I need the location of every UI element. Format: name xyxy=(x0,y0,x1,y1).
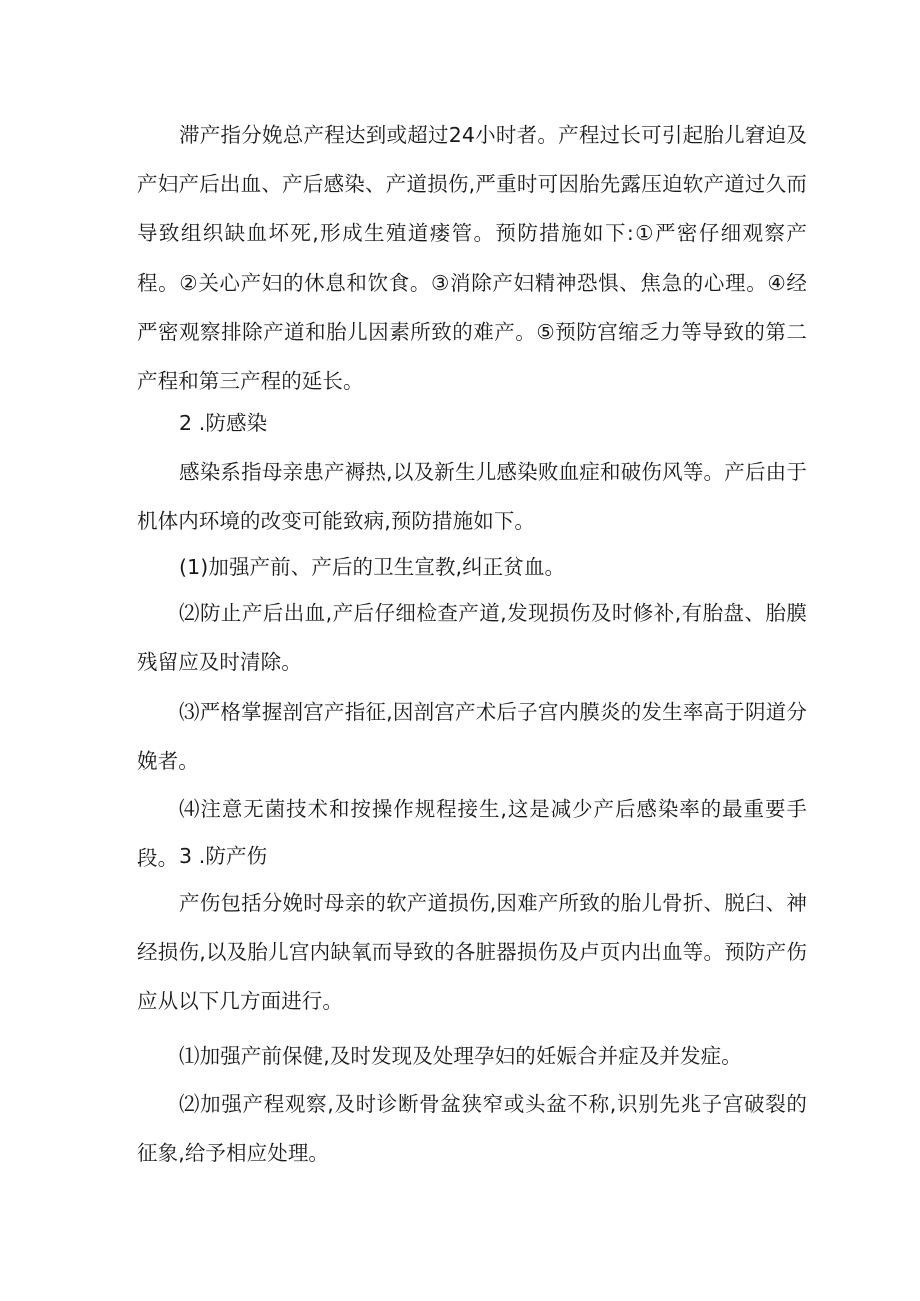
list-item-infection-4: ⑷注意无菌技术和按操作规程接生,这是减少产后感染率的最重要手段。 xyxy=(137,797,807,871)
list-item-infection-3: ⑶严格掌握剖宫产指征,因剖宫产术后子宫内膜炎的发生率高于阴道分娩者。 xyxy=(137,700,807,774)
list-item-infection-2: ⑵防止产后出血,产后仔细检查产道,发现损伤及时修补,有胎盘、胎膜残留应及时清除。 xyxy=(137,601,807,675)
section-heading-infection: 2 .防感染 xyxy=(179,411,268,435)
paragraph-birth-injury-intro: 产伤包括分娩时母亲的软产道损伤,因难产所致的胎儿骨折、脱臼、神经损伤,以及胎儿宫内缺氧而导致的各脏器损伤及卢页内出血等。预防产伤应从以下几方面进行。 xyxy=(137,891,807,1014)
list-item-birth-injury-1: ⑴加强产前保健,及时发现及处理孕妇的妊娠合并症及并发症。 xyxy=(179,1044,742,1068)
section-heading-birth-injury: 3 .防产伤 xyxy=(179,844,268,868)
list-item-birth-injury-2: ⑵加强产程观察,及时诊断骨盆狭窄或头盆不称,识别先兆子宫破裂的征象,给予相应处理。 xyxy=(137,1092,807,1166)
paragraph-prolonged-labor: 滞产指分娩总产程达到或超过24小时者。产程过长可引起胎儿窘迫及产妇产后出血、产后感染、产道损伤,严重时可因胎先露压迫软产道过久而导致组织缺血坏死,形成生殖道瘘管。预防措施如下:①严密仔细观察产程。②关心产妇的休息和饮食。③消除产妇精神恐惧、焦急的心理。④经严密观察排除产道和胎儿因素所致的难产。⑤预防宫缩乏力等导致的第二产程和第三产程的延长。 xyxy=(137,123,807,394)
list-item-infection-1: (1)加强产前、产后的卫生宣教,纠正贫血。 xyxy=(179,555,566,579)
paragraph-infection-intro: 感染系指母亲患产褥热,以及新生儿感染败血症和破伤风等。产后由于机体内环境的改变可能致病,预防措施如下。 xyxy=(137,460,807,534)
